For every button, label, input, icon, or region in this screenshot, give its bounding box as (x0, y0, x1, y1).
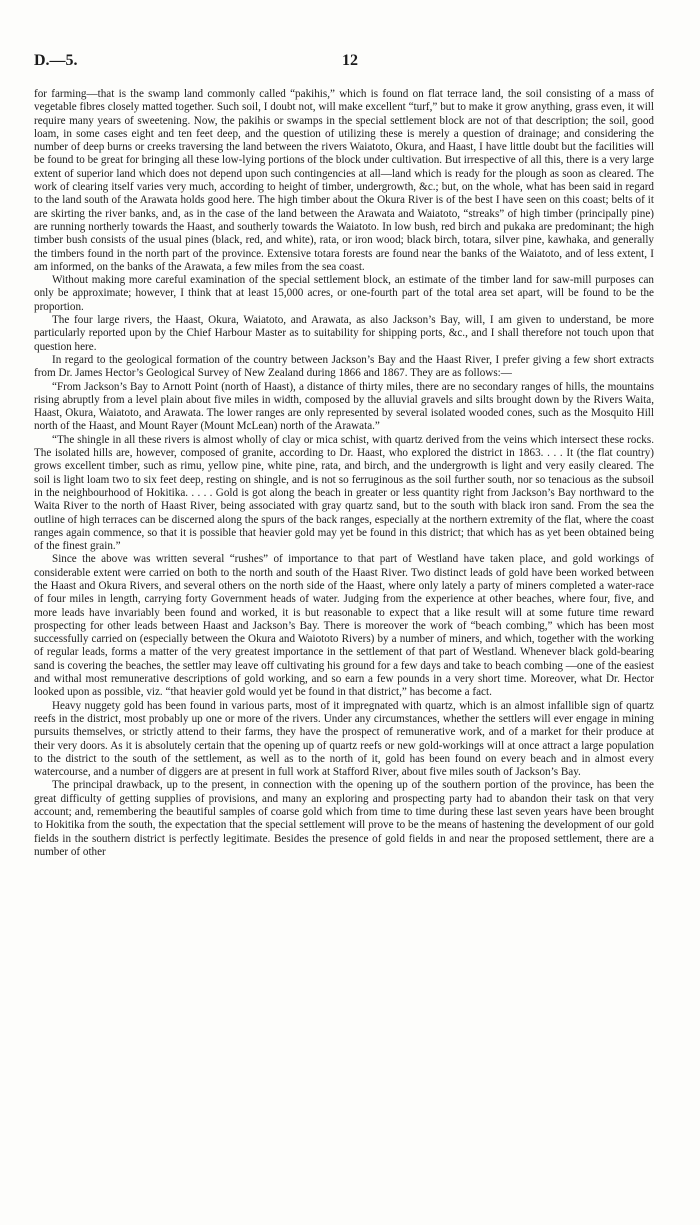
paragraph-drawback: The principal drawback, up to the present, in connection with the opening up of the southern portion of the province, has been the great difficulty of getting supplies of provisions, and many an exploring and prospecting party had to abandon their task on that very account; and, remembering the beautiful samples of coarse gold which from time to time during these last seven years have been brought to Hokitika from the south, the expectation that the special settlement will prove to be the means of hastening the development of our gold fields in the southern district is perfectly legitimate. Besides the presence of gold fields in and near the proposed settlement, there are a number of other (34, 779, 654, 858)
page-number: 12 (342, 52, 358, 69)
document-reference: D.—5. (34, 52, 78, 69)
paragraph-geology-intro: In regard to the geological formation of the country between Jackson’s Bay and the Haast River, I prefer giving a few short extracts from Dr. James Hector’s Geological Survey of New Zealand during 1866 and 1867. They are as follows:— (34, 353, 654, 380)
paragraph-farming-land: for farming—that is the swamp land commonly called “pakihis,” which is found on flat terrace land, the soil consisting of a mass of vegetable fibres closely matted together. Such soil, I doubt not, will make excellent “turf,” but to make it grow anything, grass even, it will require many years of sweetening. Now, the pakihis or swamps in the special settlement block are not of that description; the soil, good loam, in some cases eight and ten feet deep, and the question of utilizing these is merely a question of drainage; and considering the number of deep burns or creeks traversing the land between the rivers Waiatoto, Okura, and Haast, I have little doubt but the facilities will be found to be great for bringing all these low-lying portions of the block under cultivation. But irrespective of all this, there is a very large extent of superior land which does not depend upon such contingencies at all—land which is ready for the plough as soon as cleared. The work of clearing itself varies very much, according to height of timber, undergrowth, &c.; but, on the whole, what has been said in regard to the land south of the Arawata holds good here. The high timber about the Okura River is of the best I have seen on this coast; belts of it are skirting the river banks, and, as in the case of the land between the Arawata and Waiatoto, “streaks” of high timber (principally pine) are running northerly towards the Haast, and southerly towards the Waiatoto. In low bush, red birch and pukaka are predominant; the high timber bush consists of the usual pines (black, red, and white), rata, or iron wood; black birch, totara, silver pine, kawhaka, and generally the timbers found in the north part of the province. Extensive totara forests are found near the banks of the Waiatoto, and of less extent, I am informed, on the banks of the Arawata, a few miles from the sea coast. (34, 88, 654, 273)
paragraph-hector-quote-1: “From Jackson’s Bay to Arnott Point (north of Haast), a distance of thirty miles, there are no secondary ranges of hills, the mountains rising abruptly from a level plain about five miles in width, composed by the alluvial gravels and silts brought down by the Rivers Waita, Haast, Okura, Waiatoto, and Arawata. The lower ranges are only represented by several isolated wooded cones, such as the Mosquito Hill north of the Haast, and Mount Rayer (Mount McLean) north of the Arawata.” (34, 380, 654, 433)
paragraph-nuggety-gold: Heavy nuggety gold has been found in various parts, most of it impregnated with quartz, which is an almost infallible sign of quartz reefs in the district, most probably up one or more of the rivers. Under any circumstances, whether the settlers will ever engage in mining pursuits themselves, or strictly attend to their farms, they have the prospect of remunerative work, and of a market for their produce at their very doors. As it is absolutely certain that the opening up of quartz reefs or new gold-workings will at once attract a large population to the district to the south of the settlement, as well as to the north of it, gold has been found on every beach and in almost every watercourse, and a number of diggers are at present in full work at Stafford River, about five miles south of Jackson’s Bay. (34, 699, 654, 779)
paragraph-timber-estimate: Without making more careful examination of the special settlement block, an estimate of the timber land for saw-mill purposes can only be approximate; however, I think that at least 15,000 acres, or one-fourth part of the total area set apart, will be found to be the proportion. (34, 274, 654, 313)
paragraph-hector-quote-2: “The shingle in all these rivers is almost wholly of clay or mica schist, with quartz derived from the veins which intersect these rocks. The isolated hills are, however, composed of granite, according to Dr. Haast, who explored the district in 1863. . . . It (the flat country) grows excellent timber, such as rimu, yellow pine, white pine, rata, and birch, and the undergrowth is light and very easily cleared. The soil is light loam two to six feet deep, resting on shingle, and is not so ferruginous as the soil further south, nor so tenacious as the subsoil in the neighbourhood of Hokitika. . . . . Gold is got along the beach in greater or less quantity right from Jackson’s Bay northward to the Waita River to the north of Haast River, being associated with gray quartz sand, but to the south with black iron sand. From the sea the outline of high terraces can be discerned along the spurs of the back ranges, especially at the northern extremity of the flat, where the coast ranges again commence, so that it is possible that heavier gold may yet be found in this district; that which has as yet been obtained being of the finest grain.” (34, 433, 654, 553)
page-header (34, 52, 666, 74)
body-text (34, 88, 654, 859)
paragraph-rivers: The four large rivers, the Haast, Okura, Waiatoto, and Arawata, as also Jackson’s Bay, will, I am given to understand, be more particularly reported upon by the Chief Harbour Master as to suitability for shipping ports, &c., and I shall therefore not touch upon that question here. (34, 314, 654, 353)
paragraph-gold-rushes: Since the above was written several “rushes” of importance to that part of Westland have taken place, and gold workings of considerable extent were carried on both to the north and south of the Haast River. Two distinct leads of gold have been worked between the Haast and Okura Rivers, and several others on the north side of the Haast, where only lately a party of miners completed a water-race of four miles in length, carrying forty Government heads of water. Judging from the experience at other beaches, where four, five, and more leads have invariably been found and worked, it is but reasonable to expect that a like result will at some future time reward prospecting for other leads between Haast and Jackson’s Bay. There is moreover the work of “beach combing,” which has been most successfully carried on (especially between the Okura and Waiototo Rivers) by a number of miners, and which, together with the working of regular leads, forms a matter of the very greatest importance in the settlement of that part of Westland. Whenever black gold-bearing sand is covering the beaches, the settler may leave off cultivating his ground for a few days and take to beach combing —one of the easiest and withal most remunerative descriptions of gold working, and so earn a few pounds in a very short time. Moreover, what Dr. Hector looked upon as possible, viz. “that heavier gold would yet be found in that district,” has become a fact. (34, 553, 654, 699)
